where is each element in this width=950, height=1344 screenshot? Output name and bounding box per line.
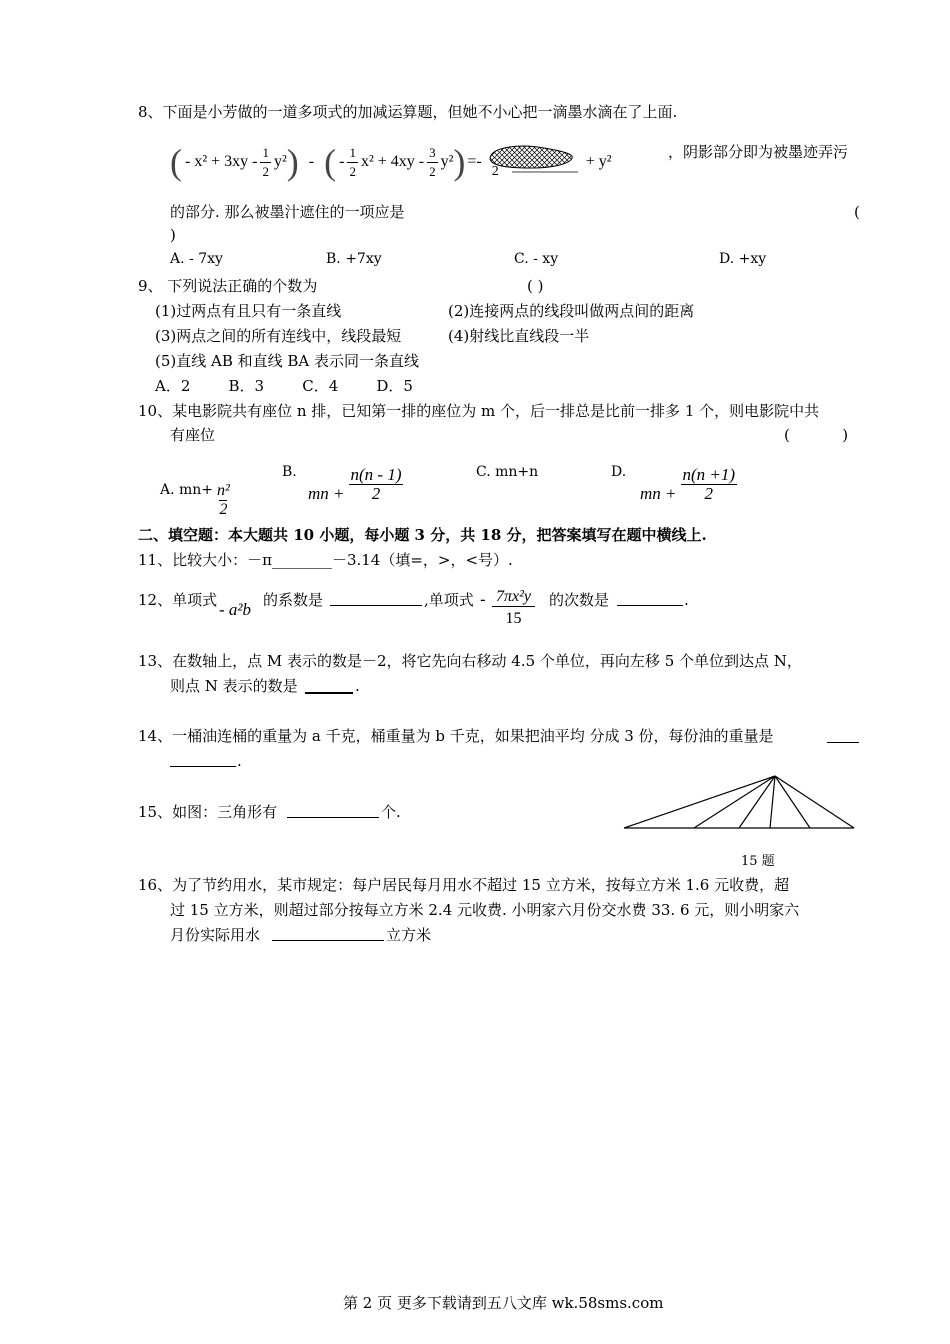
- q15-text: 15、如图：三角形有: [138, 803, 278, 821]
- q8-option-c: C. - xy: [514, 251, 559, 267]
- q14-end: .: [237, 752, 242, 770]
- q8-ink-blot: [482, 140, 580, 184]
- q10-option-a: [160, 460, 232, 519]
- q9-statement-3: (3)两点之间的所有连线中，线段最短: [155, 327, 402, 345]
- q12-blank-2[interactable]: [617, 605, 683, 606]
- q15-end: 个.: [381, 803, 401, 821]
- figure-segment-4: [770, 776, 775, 828]
- q12-mid2: ,单项式: [424, 591, 474, 609]
- figure-segment-2: [694, 776, 775, 828]
- q14-blank-b[interactable]: [170, 766, 236, 767]
- q10-stem2: 有座位: [170, 426, 216, 444]
- q10-option-b-frac: $\frac{n(n - 1)}{2}$: [350, 464, 402, 503]
- q8-expr-part3: -: [339, 153, 345, 170]
- q9-statement-5: (5)直线 AB 和直线 BA 表示同一条直线: [155, 352, 420, 370]
- q16-line2: 过 15 立方米，则超过部分按每立方米 2.4 元收费. 小明家六月份交水费 33. 6 元，则小明家六: [170, 901, 800, 919]
- q12-mid: 的系数是: [263, 591, 324, 609]
- q10-option-a-frac: $\frac{\text{n²}}{2}$: [217, 482, 230, 518]
- q10-option-a-prefix: A. mn+: [160, 481, 214, 498]
- q12-mono1: - a²b: [219, 600, 252, 619]
- figure-segment-3: [739, 776, 775, 828]
- q12-end: .: [684, 591, 689, 609]
- q12-mono2-frac: $\frac{\text{7πx²y}}{15}$: [492, 588, 535, 631]
- q12-mono2-sign: -: [480, 590, 486, 610]
- q15-triangle-figure: [620, 772, 860, 834]
- q9-stem: 9、 下列说法正确的个数为: [138, 277, 318, 295]
- q10-option-d: [640, 464, 737, 504]
- q12-post: 的次数是: [549, 591, 610, 609]
- q8-expr-part4: x² + 4xy -: [360, 153, 425, 170]
- q10-option-b: [308, 464, 403, 504]
- q10-paren: ( ): [784, 426, 849, 444]
- figure-segment-1: [624, 776, 775, 828]
- q8-frac1: $\frac{1}{2}$: [262, 144, 269, 179]
- q8-expr-part1: - x² + 3xy -: [185, 153, 258, 170]
- q8-expr-part2: y²: [273, 153, 287, 170]
- figure-segment-5: [775, 776, 810, 828]
- q8-expr-minus: -: [308, 153, 315, 170]
- q9-options: A．2 B．3 C．4 D．5: [155, 377, 413, 395]
- q14-line1: 14、一桶油连桶的重量为 a 千克，桶重量为 b 千克，如果把油平均 分成 3 份，每份油的重量是: [138, 727, 774, 745]
- q9-statement-1: (1)过两点有且只有一条直线: [155, 302, 342, 320]
- q10-option-d-frac: $\frac{n(n +1)}{2}$: [682, 464, 736, 503]
- q9-statement-2: (2)连接两点的线段叫做两点间的距离: [448, 302, 695, 320]
- q8-expr-eq: =-: [467, 153, 482, 170]
- q8-paren-r2: ): [453, 142, 466, 182]
- figure-segment-6: [775, 776, 854, 828]
- q8-paren-open: (: [854, 203, 860, 221]
- q10-option-b-lead: mn +: [308, 484, 345, 503]
- q10-option-c: C. mn+n: [476, 464, 539, 480]
- page-footer: 第 2 页 更多下载请到五八文库 wk.58sms.com: [343, 1294, 664, 1312]
- q8-tail-text: ，阴影部分即为被墨迹弄污: [668, 143, 849, 161]
- q12-blank-1[interactable]: [330, 605, 422, 606]
- q16-line1: 16、为了节约用水，某市规定：每户居民每月用水不超过 15 立方米，按每立方米 1.6 元收费，超: [138, 876, 790, 894]
- q8-frac2: $\frac{1}{2}$: [349, 144, 356, 179]
- q8-expression: [170, 140, 612, 184]
- q10-option-b-prefix: B.: [282, 464, 297, 480]
- q16-blank[interactable]: [272, 940, 384, 941]
- q8-paren-close: ): [170, 226, 176, 244]
- q9-statement-4: (4)射线比直线段一半: [448, 327, 590, 345]
- q12-pre: 12、单项式: [138, 591, 218, 609]
- q8-paren-r1: ): [286, 142, 299, 182]
- q8-option-a: A. - 7xy: [170, 251, 223, 267]
- q15-blank[interactable]: [287, 817, 379, 818]
- q8-paren-l2: (: [324, 142, 337, 182]
- section2-heading: 二、填空题：本大题共 10 小题，每小题 3 分，共 18 分，把答案填写在题中横线上.: [138, 526, 707, 544]
- q8-stem: 8、下面是小芳做的一道多项式的加减运算题，但她不小心把一滴墨水滴在了上面.: [138, 103, 678, 121]
- q16-line3-end: 立方米: [386, 926, 432, 944]
- q13-line2: 则点 N 表示的数是: [170, 677, 298, 695]
- q15-caption: 15 题: [741, 854, 775, 869]
- q10-option-d-lead: mn +: [640, 484, 677, 503]
- q8-line2: 的部分. 那么被墨汁遮住的一项应是: [170, 203, 405, 221]
- q11-text: 11、比较大小：－π________－3.14（填=，>，<号）.: [138, 551, 513, 569]
- q12-mono2: [492, 588, 535, 631]
- q10-stem: 10、某电影院共有座位 n 排，已知第一排的座位为 m 个，后一排总是比前一排多 1 个，则电影院中共: [138, 402, 820, 420]
- q13-end: .: [355, 677, 360, 695]
- q13-blank[interactable]: [305, 692, 353, 694]
- q8-paren-l1: (: [170, 142, 182, 182]
- q8-frac3: $\frac{3}{2}$: [429, 144, 436, 179]
- q8-expr-tail: + y²: [585, 153, 612, 170]
- q13-line1: 13、在数轴上，点 M 表示的数是－2，将它先向右移动 4.5 个单位，再向左移 5 个单位到达点 N，: [138, 652, 802, 670]
- q16-line3: 月份实际用水: [170, 926, 261, 944]
- q14-blank-a[interactable]: [827, 742, 859, 743]
- q10-option-d-prefix: D.: [611, 464, 627, 480]
- q8-option-b: B. +7xy: [326, 251, 382, 267]
- q9-paren: ( ): [527, 277, 544, 295]
- q8-option-d: D. +xy: [719, 251, 767, 267]
- q8-expr-part5: y²: [440, 153, 454, 170]
- q8-expr-under: 2: [491, 164, 499, 179]
